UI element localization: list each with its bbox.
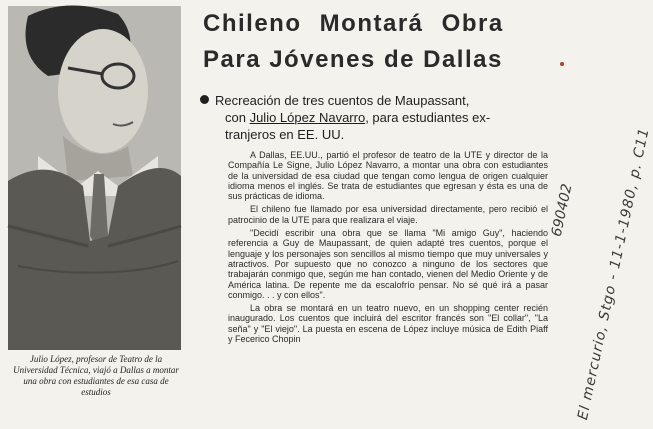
body-paragraph: A Dallas, EE.UU., partió el profesor de teatro de la UTE y director de la Compañía Le Signe, Julio López Navarro, a montar una obra con estudiantes de la universidad de esa ciudad que tengan como lengua de origen cualquier idioma menos el inglés. Se trata de estudiantes que egresan y ésta es una de sus prácticas de idioma. <box>228 150 548 202</box>
photo-caption: Julio López, profesor de Teatro de la Universidad Técnica, viajó a Dallas a montar una obra con estudiantes de esa casa de estudios <box>13 354 179 397</box>
body-paragraph: La obra se montará en un teatro nuevo, en un shopping center recién inaugurado. Los cuentos que incluirá del escritor francés son "El collar", "La seña" y "El viejo". La puesta en escena de López incluye música de Edith Piaff y Fecerico Chopin <box>228 303 548 345</box>
ink-dot <box>560 62 564 66</box>
subhead-name: Julio López Navarro <box>249 110 366 125</box>
portrait-illustration <box>8 6 181 350</box>
headline-line-2: Para Jóvenes de Dallas <box>203 46 503 73</box>
portrait-photo <box>8 6 181 350</box>
subheadline <box>200 92 570 143</box>
bullet-icon <box>200 95 209 104</box>
subhead-line-3: tranjeros en EE. UU. <box>225 127 345 142</box>
headline <box>203 6 573 78</box>
article-body <box>228 150 548 347</box>
subhead-line-1: Recreación de tres cuentos de Maupassant, <box>215 93 470 108</box>
body-paragraph: El chileno fue llamado por esa universidad directamente, pero recibió el patrocinio de la UTE para que realizara el viaje. <box>228 204 548 225</box>
subhead-con: con <box>225 110 250 125</box>
handwritten-source-note: El mercurio, Stgo - 11-1-1980, p. C11 <box>575 126 653 422</box>
subhead-rest: , para estudiantes ex- <box>365 110 491 125</box>
body-paragraph: "Decidí escribir una obra que se llama "Mi amigo Guy", haciendo referencia a Guy de Maupassant, de quien adapté tres cuentos, porque el lenguaje y los personajes son sencillos al mismo tiempo que muy universales y atractivos. Por supuesto que no conozco a ninguno de los sectores que trabajarán conmigo que, según me han contado, vienen del Medio Oriente y de América latina. De repente me da escalofrío pensar. No sé qué irá a pasar conmigo. . . y con ellos". <box>228 228 548 300</box>
handwritten-reference-code: 690402 <box>548 182 576 239</box>
headline-line-1: Chileno Montará Obra <box>203 10 504 37</box>
handwritten-annotation <box>553 88 653 422</box>
